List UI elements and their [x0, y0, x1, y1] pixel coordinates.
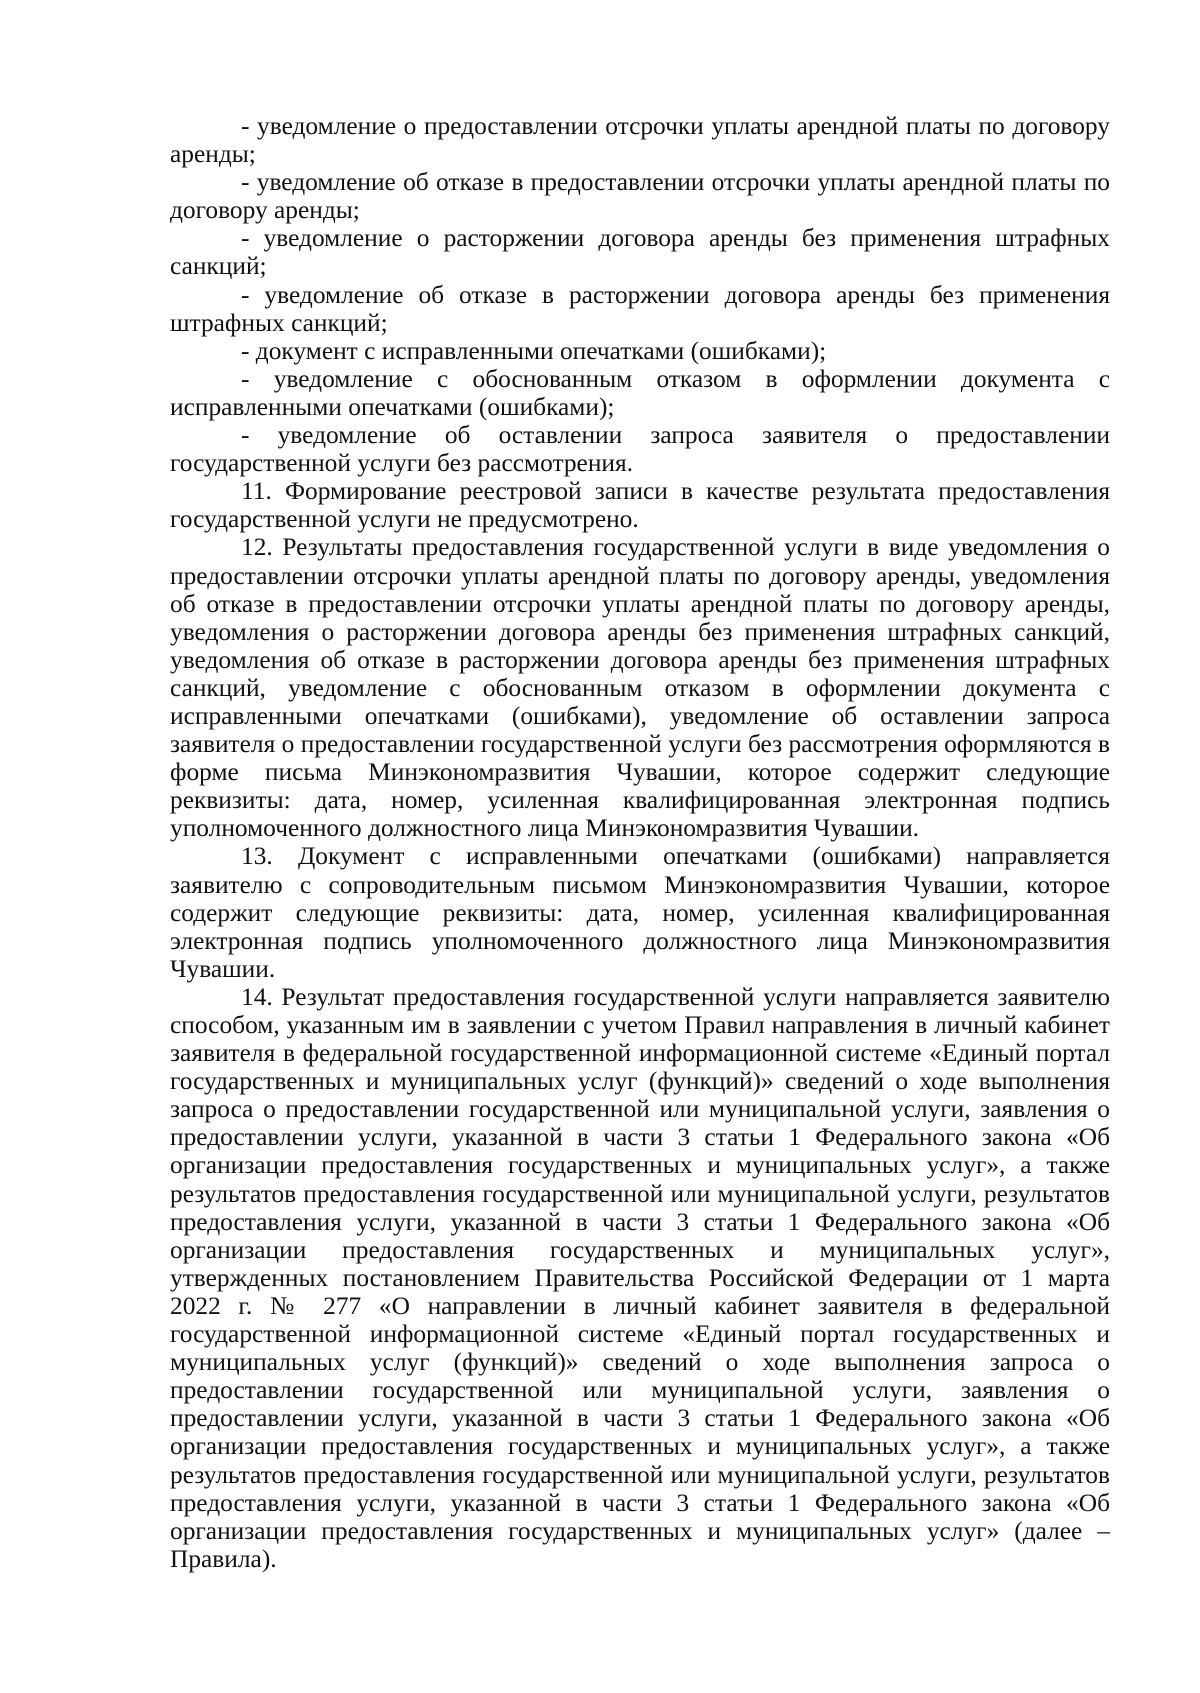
list-item-deferral-refusal: - уведомление об отказе в предоставлении отсрочки уплаты арендной платы по договору аренды; — [170, 168, 1110, 225]
clause-12: 12. Результаты предоставления государственной услуги в виде уведомления о предоставлении отсрочки уплаты арендной платы по договору аренды, уведомления об отказе в предоставлении отсрочки уплаты арендной платы по договору аренды, уведомления о расторжении договора аренды без применения штрафных санкций, уведомления об отказе в расторжении договора аренды без применения штрафных санкций, уведомление с обоснованным отказом в оформлении документа с исправленными опечатками (ошибками), уведомление об оставлении запроса заявителя о предоставлении государственной услуги без рассмотрения оформляются в форме письма Минэкономразвития Чувашии, которое содержит следующие реквизиты: дата, номер, усиленная квалифицированная электронная подпись уполномоченного должностного лица Минэкономразвития Чувашии. — [170, 533, 1110, 843]
list-item-request-left-unconsidered: - уведомление об оставлении запроса заявителя о предоставлении государственной услуги без рассмотрения. — [170, 421, 1110, 478]
list-item-termination-refusal: - уведомление об отказе в расторжении договора аренды без применения штрафных санкций; — [170, 280, 1110, 337]
document-page — [170, 112, 1110, 1573]
clause-11: 11. Формирование реестровой записи в качестве результата предоставления государственной услуги не предусмотрено. — [170, 477, 1110, 534]
list-item-correction-refusal: - уведомление с обоснованным отказом в оформлении документа с исправленными опечатками (ошибками); — [170, 364, 1110, 421]
clause-13: 13. Документ с исправленными опечатками (ошибками) направляется заявителю с сопроводительным письмом Минэкономразвития Чувашии, которое содержит следующие реквизиты: дата, номер, усиленная квалифицированная электронная подпись уполномоченного должностного лица Минэкономразвития Чувашии. — [170, 842, 1110, 983]
list-item-corrected-document: - документ с исправленными опечатками (ошибками); — [241, 336, 827, 365]
list-item-termination-notice: - уведомление о расторжении договора аренды без применения штрафных санкций; — [170, 224, 1110, 281]
clause-14: 14. Результат предоставления государственной услуги направляется заявителю способом, указанным им в заявлении с учетом Правил направления в личный кабинет заявителя в федеральной государственной информационной системе «Единый портал государственных и муниципальных услуг (функций)» сведений о ходе выполнения запроса о предоставлении государственной или муниципальной услуги, заявления о предоставлении услуги, указанной в части 3 статьи 1 Федерального закона «Об организации предоставления государственных и муниципальных услуг», а также результатов предоставления государственной или муниципальной услуги, результатов предоставления услуги, указанной в части 3 статьи 1 Федерального закона «Об организации предоставления государственных и муниципальных услуг», утвержденных постановлением Правительства Российской Федерации от 1 марта 2022 г. № 277 «О направлении в личный кабинет заявителя в федеральной государственной информационной системе «Единый портал государственных и муниципальных услуг (функций)» сведений о ходе выполнения запроса о предоставлении государственной или муниципальной услуги, заявления о предоставлении услуги, указанной в части 3 статьи 1 Федерального закона «Об организации предоставления государственных и муниципальных услуг», а также результатов предоставления государственной или муниципальной услуги, результатов предоставления услуги, указанной в части 3 статьи 1 Федерального закона «Об организации предоставления государственных и муниципальных услуг» (далее – Правила). — [170, 982, 1110, 1573]
list-item-deferral-notice: - уведомление о предоставлении отсрочки уплаты арендной платы по договору аренды; — [170, 112, 1110, 169]
